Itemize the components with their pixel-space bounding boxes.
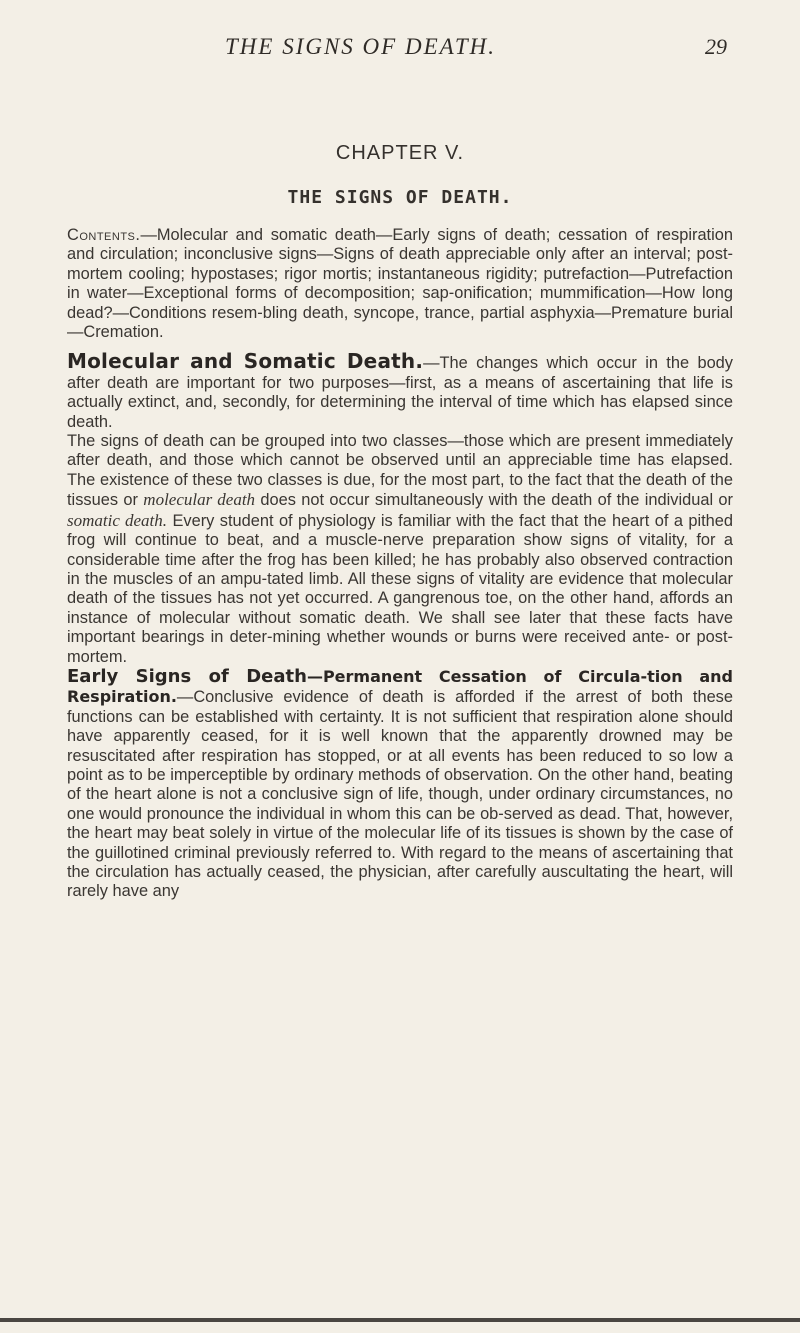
section-heading-early-signs: Early Signs of Death bbox=[67, 665, 307, 687]
term-molecular-death: molecular death bbox=[143, 490, 256, 510]
chapter-contents bbox=[67, 226, 733, 342]
section-early-signs bbox=[67, 667, 733, 902]
running-title: THE SIGNS OF DEATH. bbox=[225, 34, 496, 59]
paragraph-text: Every student of physiology is familiar with the fact that the heart of a pithed frog will continue to beat, and a muscle-nerve preparation show signs of vitality, for a considerable time after the frog has been killed; he has probably also observed contraction in the muscles of an ampu-tated limb. All these signs of vitality are evidence that molecular death of the tissues has not yet occurred. A gangrenous toe, on the other hand, affords an instance of molecular without somatic death. We shall see later that these facts have important bearings in deter-mining whether wounds or burns were received ante- or post-mortem. bbox=[67, 511, 734, 666]
paragraph-text: does not occur simultaneously with the death of the individual or bbox=[255, 491, 734, 510]
chapter-number: CHAPTER V. bbox=[335, 142, 465, 164]
page-number: 29 bbox=[705, 34, 727, 59]
contents-text: —Molecular and somatic death—Early signs of death; cessation of respiration and circulation; inconclusive signs—Signs of death appreciable only after an interval; post-mortem cooling; hypostases; rigor mortis; instantaneous rigidity; putrefaction—Putrefaction in water—Exceptional forms of decomposition; sap-onification; mummification—How long dead?—Conditions resem-bling death, syncope, trance, partial asphyxia—Premature burial—Cremation. bbox=[67, 226, 733, 342]
page-bottom-edge bbox=[0, 1318, 800, 1322]
section-heading-molecular-somatic: Molecular and Somatic Death. bbox=[67, 349, 424, 374]
running-head bbox=[0, 34, 800, 62]
section-molecular-somatic bbox=[67, 349, 733, 432]
chapter-title: THE SIGNS OF DEATH. bbox=[287, 187, 513, 208]
paragraph-text: —Conclusive evidence of death is afforded if the arrest of both these functions can be established with certainty. It is not sufficient that respiration alone should have apparently ceased, for it is well known that the apparently drowned may be resuscitated after respiration has stopped, or at all events has been reduced to so low a point as to be imperceptible by ordinary methods of observation. On the other hand, beating of the heart alone is not a conclusive sign of life, though, under ordinary circumstances, no one would pronounce the individual in whom this can be ob-served as dead. That, however, the heart may beat solely in virtue of the molecular life of its tissues is shown by the case of the guillotined criminal previously referred to. With regard to the means of ascertaining that the circulation has actually ceased, the physician, after carefully auscultating the heart, will rarely have any bbox=[67, 688, 733, 901]
paragraph-text: —The changes which occur in the body after death are important for two purposes—first, as a means of ascertaining that life is actually extinct, and, secondly, for determining the interval of time which has elapsed since death. bbox=[67, 354, 733, 431]
paragraph-text: The signs of death can be grouped into two classes—those which are present immediately after death, and those which cannot be observed until an appreciable time has elapsed. The existence of these two classes is due, for the most part, to the fact that the death of the tissues or bbox=[67, 432, 733, 510]
contents-label: Contents. bbox=[67, 226, 141, 244]
term-somatic-death: somatic death. bbox=[67, 510, 168, 530]
body-text bbox=[67, 226, 733, 902]
paragraph-signs-classes bbox=[67, 432, 733, 667]
section-subheading-cessation: —Permanent Cessation of Circula-tion and Respiration. bbox=[67, 666, 734, 707]
